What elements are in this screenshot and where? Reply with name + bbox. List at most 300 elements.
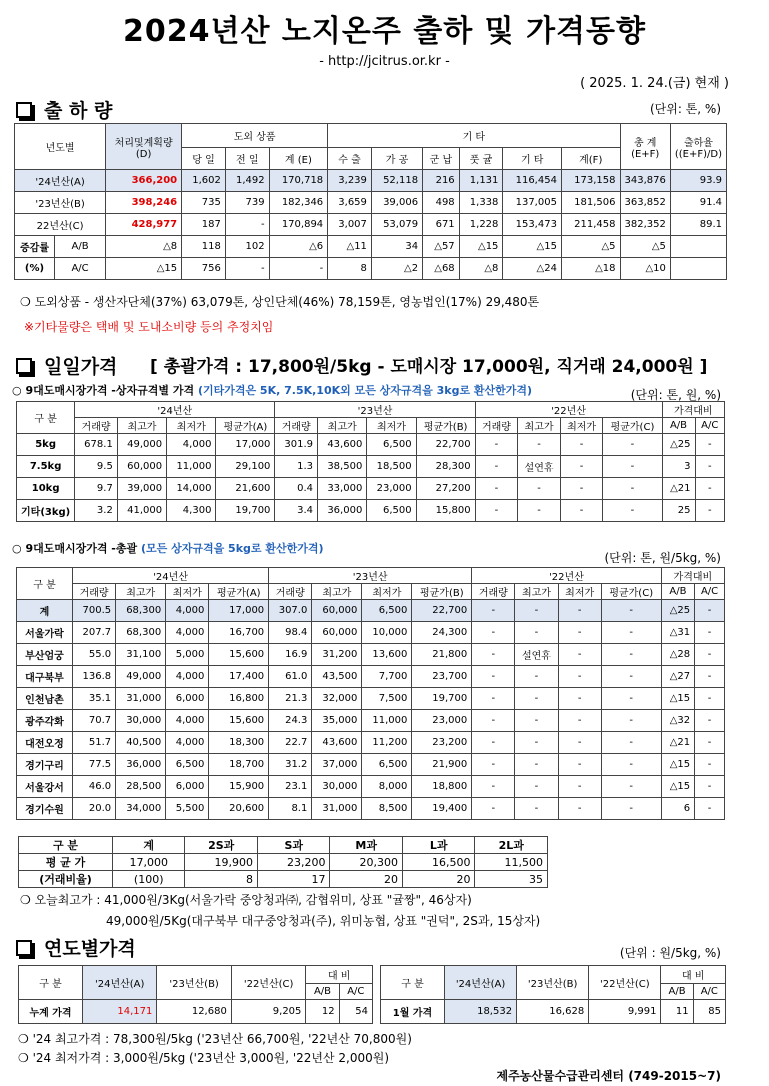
- cell: -: [558, 710, 601, 732]
- cell: 153,473: [503, 214, 562, 236]
- cell: -: [601, 798, 661, 820]
- cell: 68,300: [116, 600, 166, 622]
- cell: -: [695, 456, 725, 478]
- col-group: '23년산: [269, 568, 472, 584]
- checkbox-square-icon: [16, 102, 32, 118]
- cell: 37,000: [312, 754, 362, 776]
- cell: -: [558, 732, 601, 754]
- cell: 7,700: [362, 666, 412, 688]
- cell: 31,000: [116, 688, 166, 710]
- yearly-cumulative-table: [18, 965, 373, 1024]
- cell: 19,900: [185, 854, 258, 871]
- cell: -: [472, 666, 515, 688]
- cell: 19,700: [216, 500, 275, 522]
- row-label: 10kg: [17, 478, 75, 500]
- col-b: '23년산(B): [157, 966, 231, 1000]
- section-shipment-title: 출 하 량: [16, 96, 112, 123]
- t2-title: ○ 9대도매시장가격 -총괄 (모든 상자규격을 5kg로 환산한가격): [12, 542, 324, 555]
- shipment-unit: (단위: 톤, %): [649, 102, 721, 116]
- col-head: 계: [112, 837, 185, 854]
- cell: 739: [225, 192, 269, 214]
- cell: 671: [423, 214, 460, 236]
- cell: -: [518, 434, 561, 456]
- cell: 22,700: [412, 600, 472, 622]
- cell: 118: [182, 236, 226, 258]
- cell: -: [695, 666, 725, 688]
- cell: 15,900: [209, 776, 269, 798]
- cell: △8: [106, 236, 182, 258]
- col-head: 최저가: [167, 418, 216, 434]
- col-head: 구 분: [19, 837, 113, 854]
- section-yearly-title: 연도별가격: [16, 934, 136, 961]
- col-head: 평균가(B): [416, 418, 475, 434]
- row-label: 대전오정: [17, 732, 73, 754]
- table-row: [17, 710, 725, 732]
- col-head: 거래량: [475, 418, 518, 434]
- cell: -: [601, 710, 661, 732]
- cell: 53,079: [371, 214, 422, 236]
- row-label: '24년산(A): [15, 170, 106, 192]
- cell: △6: [269, 236, 328, 258]
- cell: 216: [423, 170, 460, 192]
- col-gubun: 구 분: [17, 568, 73, 600]
- row-label: 평 균 가: [19, 854, 113, 871]
- cell: 49,000: [116, 666, 166, 688]
- col-head: 최고가: [318, 418, 367, 434]
- cell: -: [472, 754, 515, 776]
- cell: -: [475, 478, 518, 500]
- cell: 11: [661, 1000, 693, 1024]
- row-label: 계: [17, 600, 73, 622]
- cell: -: [603, 478, 662, 500]
- cell: 39,000: [117, 478, 166, 500]
- cell: 21,900: [412, 754, 472, 776]
- cell: -: [695, 644, 725, 666]
- cell: △5: [620, 236, 670, 258]
- cell: 3: [662, 456, 695, 478]
- checkbox-square-icon: [16, 940, 32, 956]
- cell: 77.5: [73, 754, 116, 776]
- cell: 60,000: [117, 456, 166, 478]
- note-etc: ※기타물량은 택배 및 도내소비량 등의 추정치임: [24, 320, 274, 334]
- cell: 23,000: [367, 478, 416, 500]
- cell: 30,000: [116, 710, 166, 732]
- cell: 301.9: [275, 434, 318, 456]
- col-group: '24년산: [73, 568, 269, 584]
- cell: -: [695, 688, 725, 710]
- row-label: 5kg: [17, 434, 75, 456]
- cell: 116,454: [503, 170, 562, 192]
- col-head: 거래량: [269, 584, 312, 600]
- cell: -: [515, 688, 558, 710]
- note-domestic: ❍ 도외상품 - 생산자단체(37%) 63,079톤, 상인단체(46%) 78,159톤, 영농법인(17%) 29,480톤: [20, 295, 540, 309]
- cell: △21: [661, 732, 694, 754]
- cell: 14,000: [167, 478, 216, 500]
- cell: 20: [330, 871, 403, 888]
- col-head: 거래량: [275, 418, 318, 434]
- table-row: [15, 258, 727, 280]
- cell: -: [225, 258, 269, 280]
- cell: 3.4: [275, 500, 318, 522]
- cell: -: [695, 478, 725, 500]
- cell: △15: [661, 688, 694, 710]
- cell: -: [560, 456, 603, 478]
- cell: 187: [182, 214, 226, 236]
- cell: -: [695, 732, 725, 754]
- cell: 설연휴: [515, 644, 558, 666]
- table-row: [17, 776, 725, 798]
- table-row: [17, 732, 725, 754]
- cell: -: [695, 434, 725, 456]
- cell: 60,000: [312, 600, 362, 622]
- cell: 34,000: [116, 798, 166, 820]
- cell: 7,500: [362, 688, 412, 710]
- cell: -: [269, 258, 328, 280]
- cell: 0.4: [275, 478, 318, 500]
- row-label: 1월 가격: [381, 1000, 445, 1024]
- cell: 398,246: [106, 192, 182, 214]
- cell: 29,100: [216, 456, 275, 478]
- col-a: '24년산(A): [445, 966, 517, 1000]
- cell: 12,680: [157, 1000, 231, 1024]
- cell: -: [558, 776, 601, 798]
- cell: 6,500: [367, 434, 416, 456]
- col-head: A/B: [661, 584, 694, 600]
- cell: △15: [106, 258, 182, 280]
- col-head: 2S과: [185, 837, 258, 854]
- cell: 31,000: [312, 798, 362, 820]
- cell: 61.0: [269, 666, 312, 688]
- row-label: 광주각화: [17, 710, 73, 732]
- cell: 36,000: [116, 754, 166, 776]
- cell: -: [518, 478, 561, 500]
- cell: 17,000: [209, 600, 269, 622]
- col-head: 평균가(B): [412, 584, 472, 600]
- row-label: 경기구리: [17, 754, 73, 776]
- cell: 16.9: [269, 644, 312, 666]
- cell: 8.1: [269, 798, 312, 820]
- cell: 22.7: [269, 732, 312, 754]
- col-ab: A/B: [306, 984, 339, 1000]
- cell: 23,000: [412, 710, 472, 732]
- today-high-2: 49,000원/5Kg(대구북부 대구중앙청과(주), 위미농협, 상표 "권덕", 2S과, 15상자): [106, 914, 541, 928]
- table-row: [17, 798, 725, 820]
- cell: 22,700: [416, 434, 475, 456]
- cell: 17,000: [216, 434, 275, 456]
- cell: 35: [475, 871, 548, 888]
- cell: 6,500: [166, 754, 209, 776]
- col-b: '23년산(B): [517, 966, 589, 1000]
- cell: 24.3: [269, 710, 312, 732]
- cell: △31: [661, 622, 694, 644]
- row-label: (%): [15, 258, 55, 280]
- cell: 700.5: [73, 600, 116, 622]
- col-head: A/B: [662, 418, 695, 434]
- cell: 15,600: [209, 710, 269, 732]
- cell: 35.1: [73, 688, 116, 710]
- cell: 678.1: [75, 434, 118, 456]
- cell: -: [558, 754, 601, 776]
- cell: -: [601, 622, 661, 644]
- cell: 39,006: [371, 192, 422, 214]
- cell: 211,458: [561, 214, 620, 236]
- col-head: 최저가: [367, 418, 416, 434]
- row-label: 부산엄궁: [17, 644, 73, 666]
- cell: -: [472, 644, 515, 666]
- cell: 4,000: [166, 622, 209, 644]
- footer-center: 제주농산물수급관리센터 (749-2015~7): [496, 1069, 721, 1083]
- t1-title: ○ 9대도매시장가격 -상자규격별 가격 (기타가격은 5K, 7.5K,10K외 모든 상자규격을 3kg로 환산한가격): [12, 384, 533, 397]
- cell: -: [695, 622, 725, 644]
- cell: -: [601, 600, 661, 622]
- col-cmp: 대 비: [661, 966, 726, 984]
- cell: 6,500: [362, 754, 412, 776]
- daily-summary: [ 총괄가격 : 17,800원/5kg - 도매시장 17,000원, 직거래 24,000원 ]: [150, 357, 708, 377]
- row-label: 누계 가격: [19, 1000, 83, 1024]
- row-label: 인천남촌: [17, 688, 73, 710]
- cell: △27: [661, 666, 694, 688]
- cell: 3,659: [328, 192, 372, 214]
- cell: 38,500: [318, 456, 367, 478]
- cell: -: [472, 710, 515, 732]
- cell: △28: [661, 644, 694, 666]
- col-head: 거래량: [73, 584, 116, 600]
- cell: 18,700: [209, 754, 269, 776]
- col-group: 가격대비: [662, 402, 724, 418]
- cell: 3.2: [75, 500, 118, 522]
- cell: -: [603, 456, 662, 478]
- cell: 14,171: [83, 1000, 157, 1024]
- cell: 21.3: [269, 688, 312, 710]
- cell: 16,500: [402, 854, 475, 871]
- table-row: [17, 644, 725, 666]
- cell: 366,200: [106, 170, 182, 192]
- cell: 170,718: [269, 170, 328, 192]
- col-gubun: 구 분: [381, 966, 445, 1000]
- table-row: [17, 622, 725, 644]
- cell: 16,700: [209, 622, 269, 644]
- col-head: 거래량: [75, 418, 118, 434]
- cell: 30,000: [312, 776, 362, 798]
- cell: -: [695, 754, 725, 776]
- cell: 18,300: [209, 732, 269, 754]
- cell: -: [472, 798, 515, 820]
- cell: 8,000: [362, 776, 412, 798]
- cell: 21,800: [412, 644, 472, 666]
- cell: 4,000: [166, 732, 209, 754]
- cell: -: [515, 710, 558, 732]
- cell: 31.2: [269, 754, 312, 776]
- cell: 18,500: [367, 456, 416, 478]
- page-title: 2024년산 노지온주 출하 및 가격동향: [122, 14, 646, 49]
- cell: A/B: [55, 236, 106, 258]
- cell: (100): [112, 871, 185, 888]
- box-size-price-table: [16, 401, 725, 522]
- cell: A/C: [55, 258, 106, 280]
- yearly-low: ❍ '24 최저가격 : 3,000원/5kg ('23년산 3,000원, '22년산 2,000원): [18, 1051, 390, 1065]
- cell: 51.7: [73, 732, 116, 754]
- table-row: [19, 1000, 373, 1024]
- cell: 19,400: [412, 798, 472, 820]
- cell: -: [515, 600, 558, 622]
- cell: [670, 258, 726, 280]
- cell: 23,200: [257, 854, 330, 871]
- cell: -: [472, 600, 515, 622]
- cell: 9.7: [75, 478, 118, 500]
- cell: 1,228: [459, 214, 503, 236]
- table-row: [381, 1000, 726, 1024]
- table-row: [17, 666, 725, 688]
- col-head: 최고가: [117, 418, 166, 434]
- cell: 33,000: [318, 478, 367, 500]
- cell: 363,852: [620, 192, 670, 214]
- table-row: [15, 214, 727, 236]
- cell: 23,200: [412, 732, 472, 754]
- col-group: '22년산: [475, 402, 662, 418]
- cell: -: [560, 434, 603, 456]
- cell: △5: [561, 236, 620, 258]
- cell: 6,500: [362, 600, 412, 622]
- cell: 31,200: [312, 644, 362, 666]
- col-head: S과: [257, 837, 330, 854]
- cell: 15,600: [209, 644, 269, 666]
- col-ab: A/B: [661, 984, 693, 1000]
- cell: -: [475, 500, 518, 522]
- cell: 12: [306, 1000, 339, 1024]
- row-label: 경기수원: [17, 798, 73, 820]
- cell: 43,500: [312, 666, 362, 688]
- cell: 23,700: [412, 666, 472, 688]
- col-c: '22년산(C): [231, 966, 306, 1000]
- cell: 43,600: [318, 434, 367, 456]
- cell: -: [601, 666, 661, 688]
- cell: 735: [182, 192, 226, 214]
- cell: -: [695, 500, 725, 522]
- cell: 6,000: [166, 688, 209, 710]
- row-label: 서울가락: [17, 622, 73, 644]
- col-head: 최저가: [558, 584, 601, 600]
- cell: 23.1: [269, 776, 312, 798]
- cell: -: [515, 754, 558, 776]
- cell: △10: [620, 258, 670, 280]
- col-head: 거래량: [472, 584, 515, 600]
- cell: -: [558, 798, 601, 820]
- cell: 40,500: [116, 732, 166, 754]
- cell: 8,500: [362, 798, 412, 820]
- yearly-january-table: [380, 965, 726, 1024]
- cell: 17: [257, 871, 330, 888]
- cell: △25: [662, 434, 695, 456]
- table-row: [17, 456, 725, 478]
- cell: △15: [459, 236, 503, 258]
- col-head: 최저가: [166, 584, 209, 600]
- col-cmp: 대 비: [306, 966, 373, 984]
- col-head: 평균가(C): [603, 418, 662, 434]
- row-label: (거래비율): [19, 871, 113, 888]
- cell: 3,007: [328, 214, 372, 236]
- col-head: 평균가(C): [601, 584, 661, 600]
- row-label: 대구북부: [17, 666, 73, 688]
- col-head: 평균가(A): [216, 418, 275, 434]
- col-head: 최저가: [560, 418, 603, 434]
- cell: -: [695, 798, 725, 820]
- row-label: 22년산(C): [15, 214, 106, 236]
- cell: 32,000: [312, 688, 362, 710]
- cell: -: [558, 644, 601, 666]
- cell: -: [695, 600, 725, 622]
- table-row: [15, 170, 727, 192]
- cell: -: [603, 434, 662, 456]
- row-label: 서울강서: [17, 776, 73, 798]
- cell: 181,506: [561, 192, 620, 214]
- cell: △11: [328, 236, 372, 258]
- cell: 89.1: [670, 214, 726, 236]
- cell: 43,600: [312, 732, 362, 754]
- cell: △57: [423, 236, 460, 258]
- cell: 68,300: [116, 622, 166, 644]
- cell: 170,894: [269, 214, 328, 236]
- cell: 31,100: [116, 644, 166, 666]
- col-head: A/C: [695, 584, 725, 600]
- cell: △2: [371, 258, 422, 280]
- row-label: 기타(3kg): [17, 500, 75, 522]
- cell: 17,400: [209, 666, 269, 688]
- cell: 28,300: [416, 456, 475, 478]
- cell: 21,600: [216, 478, 275, 500]
- cell: -: [695, 776, 725, 798]
- cell: 6,500: [367, 500, 416, 522]
- shipment-table: 년도별 처리및계획량 (D) 도외 상품 기 타 총 계 (E+F) 출하율 ((E+F)/D) 당 일 전 일 계 (E) 수 출 가 공 군 납 풋 귤 기 타 계(F) '24년산(A) 366,200 1,602 1,492 170,718 3,239 52,118 216 1,131 116,454 173,158 343,876 93.9 '23년산(B) 398,246 735 739 182,346 3,659 39,006 498 1,338 137,005 181,506 363,852 91.4 22년산(C) 428,977 187 - 170,894 3,007 53,079 671 1,228 153,473 211,458 382,352 89.1 증감률 A/B △8 118 102 △6 △11 34 △57 △15 △15 △5 △5 (%) A/C △15 756 - - 8 △2 △68 △8 △24 △18 △10: [14, 123, 727, 280]
- cell: 382,352: [620, 214, 670, 236]
- cell: 34: [371, 236, 422, 258]
- cell: 11,000: [362, 710, 412, 732]
- cell: 16,628: [517, 1000, 589, 1024]
- cell: -: [603, 500, 662, 522]
- table-row: [17, 478, 725, 500]
- site-url[interactable]: - http://jcitrus.or.kr -: [319, 54, 450, 69]
- cell: 20: [402, 871, 475, 888]
- col-c: '22년산(C): [589, 966, 661, 1000]
- col-head: 최고가: [518, 418, 561, 434]
- cell: 102: [225, 236, 269, 258]
- cell: 85: [693, 1000, 725, 1024]
- cell: △18: [561, 258, 620, 280]
- cell: △32: [661, 710, 694, 732]
- today-high-1: ❍ 오늘최고가 : 41,000원/3Kg(서울가락 중앙청과㈜, 감협위미, 상표 "귤짱", 46상자): [20, 893, 472, 907]
- cell: -: [560, 500, 603, 522]
- table-row: [15, 192, 727, 214]
- cell: 46.0: [73, 776, 116, 798]
- cell: 54: [339, 1000, 372, 1024]
- table-row: [15, 236, 727, 258]
- cell: △21: [662, 478, 695, 500]
- cell: 20,300: [330, 854, 403, 871]
- cell: 17,000: [112, 854, 185, 871]
- cell: 60,000: [312, 622, 362, 644]
- cell: -: [601, 688, 661, 710]
- col-group: '24년산: [75, 402, 275, 418]
- col-gubun: 구 분: [19, 966, 83, 1000]
- col-head: A/C: [695, 418, 725, 434]
- cell: 15,800: [416, 500, 475, 522]
- cell: 1,492: [225, 170, 269, 192]
- cell: 207.7: [73, 622, 116, 644]
- cell: 307.0: [269, 600, 312, 622]
- col-head: 평균가(A): [209, 584, 269, 600]
- col-head: 최고가: [312, 584, 362, 600]
- col-head: 최저가: [362, 584, 412, 600]
- cell: 1,602: [182, 170, 226, 192]
